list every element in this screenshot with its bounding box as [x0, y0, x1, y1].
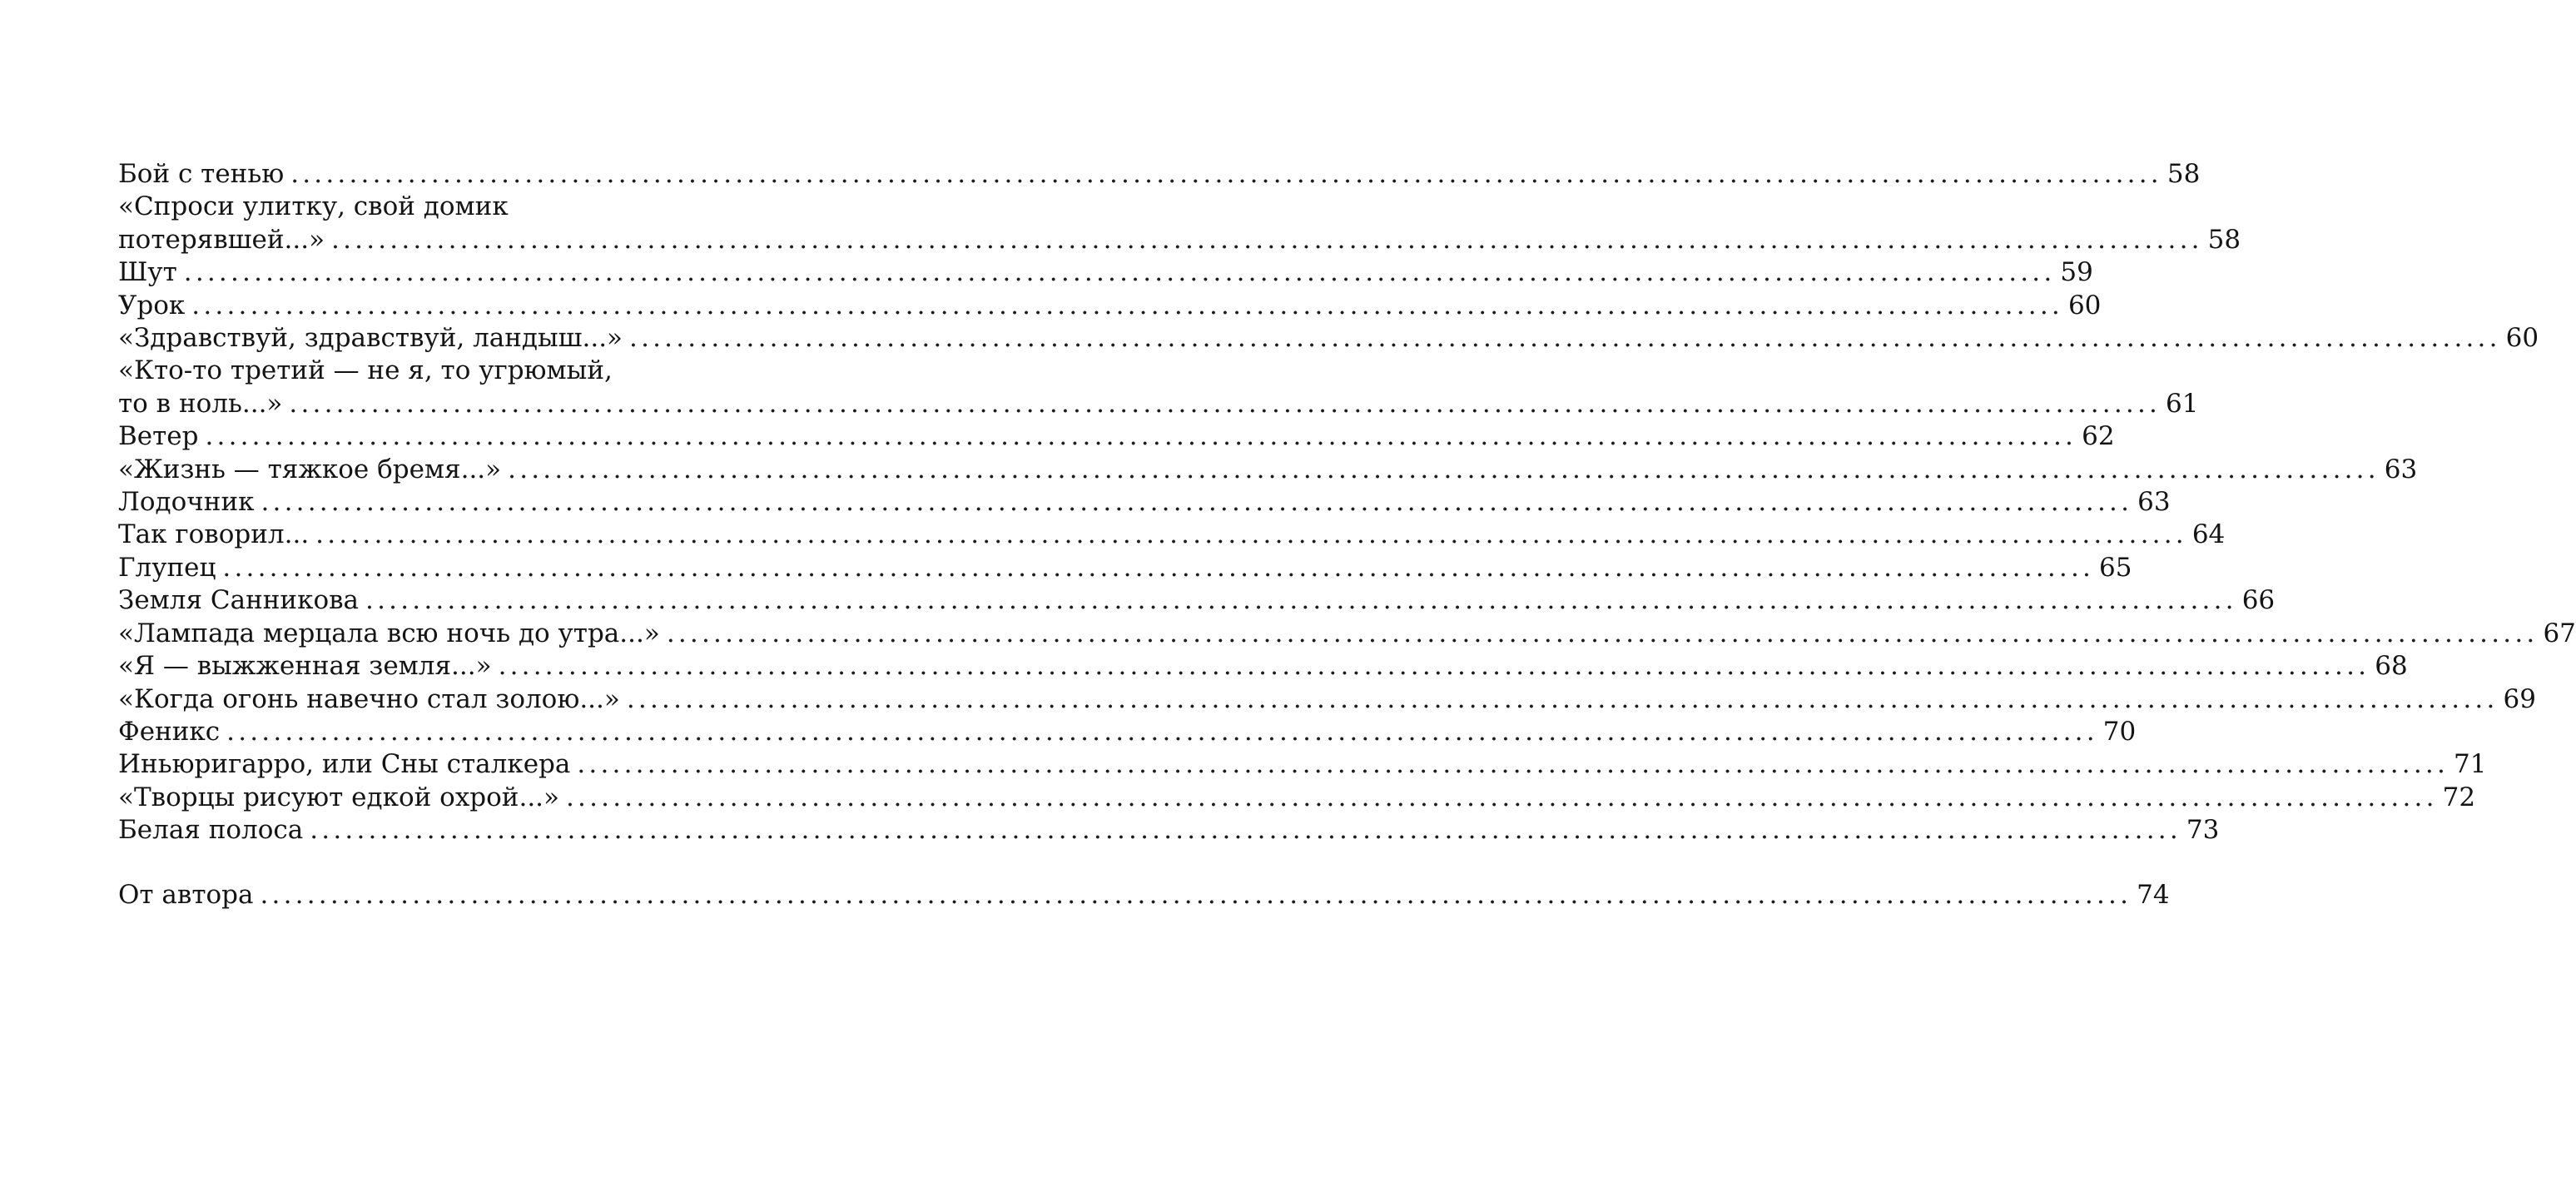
toc-row: [118, 290, 2102, 322]
toc-entry-title-line1: «Кто-то третий — не я, то угрюмый,: [118, 355, 613, 386]
toc-entry-title: «Я — выжженная земля...»: [118, 651, 492, 682]
toc-entry-title: Так говорил...: [118, 519, 310, 550]
toc-entry[interactable]: [118, 486, 2171, 519]
toc-row: [118, 814, 2220, 847]
toc-row: [118, 224, 2241, 256]
toc-entry[interactable]: [118, 454, 2418, 486]
section-gap: [118, 847, 741, 879]
toc-row: [118, 650, 2408, 683]
dot-leader: ................................................................................................................................................................: [315, 519, 2187, 550]
toc-row: [118, 519, 2226, 551]
toc-entry-title: Иньюригарро, или Сны сталкера: [118, 749, 571, 780]
toc-row: [118, 420, 2115, 453]
toc-entry-title: «Когда огонь навечно стал золою...»: [118, 683, 620, 714]
toc-page-number: 66: [2241, 585, 2276, 616]
toc-page-number: 73: [2186, 815, 2220, 846]
table-of-contents: [118, 158, 2576, 911]
toc-entry-title: Шут: [118, 257, 177, 288]
dot-leader: ................................................................................................................................................................: [290, 159, 2162, 189]
toc-entry-title-line1: «Спроси улитку, свой домик: [118, 191, 509, 222]
toc-page-number: 74: [2137, 879, 2170, 910]
dot-leader: ................................................................................................................................................................: [205, 421, 2077, 452]
toc-entry[interactable]: [118, 256, 2093, 289]
toc-entry-title: Бой с тенью: [118, 159, 285, 189]
toc-entry-title: «Творцы рисуют едкой охрой...»: [118, 782, 559, 812]
toc-row: [118, 748, 2487, 781]
toc-row: [118, 584, 2276, 617]
toc-row: [118, 158, 2201, 191]
toc-row: [118, 322, 2539, 355]
toc-entry[interactable]: [118, 519, 2226, 551]
dot-leader: ................................................................................................................................................................: [310, 815, 2181, 846]
toc-entry[interactable]: [118, 355, 2199, 420]
toc-entry[interactable]: [118, 618, 2576, 650]
toc-row: [118, 683, 2536, 716]
toc-row: [118, 618, 2576, 650]
dot-leader: ................................................................................................................................................................: [566, 782, 2438, 812]
toc-page-number: 69: [2503, 683, 2536, 714]
toc-entry[interactable]: [118, 158, 2201, 191]
toc-entry[interactable]: [118, 716, 2137, 748]
dot-leader: ................................................................................................................................................................: [666, 618, 2539, 648]
dot-leader: ................................................................................................................................................................: [222, 552, 2095, 583]
toc-entry-title: Лодочник: [118, 487, 255, 518]
dot-leader: ................................................................................................................................................................: [508, 454, 2380, 484]
toc-page-number: 62: [2082, 421, 2115, 452]
toc-entry[interactable]: [118, 814, 2220, 847]
toc-page-number: 60: [2067, 290, 2102, 320]
dot-leader: ................................................................................................................................................................: [261, 487, 2133, 518]
toc-entry-title: Урок: [118, 290, 186, 320]
toc-entry-title: «Здравствуй, здравствуй, ландыш...»: [118, 323, 623, 354]
toc-page-number: 61: [2166, 388, 2199, 419]
dot-leader: ................................................................................................................................................................: [331, 224, 2203, 255]
toc-page-number: 72: [2442, 782, 2476, 812]
dot-leader: ................................................................................................................................................................: [365, 585, 2237, 616]
dot-leader: ................................................................................................................................................................: [577, 749, 2449, 780]
dot-leader: ................................................................................................................................................................: [289, 388, 2162, 419]
dot-leader: ................................................................................................................................................................: [498, 651, 2370, 682]
toc-entry-title: Ветер: [118, 421, 199, 452]
toc-page-number: 60: [2505, 323, 2539, 354]
toc-entry-title: Глупец: [118, 552, 216, 583]
toc-row: [118, 552, 2132, 584]
toc-entry[interactable]: [118, 290, 2102, 322]
toc-page-number: 67: [2543, 618, 2576, 648]
dot-leader: ................................................................................................................................................................: [183, 257, 2056, 288]
toc-entry-title: Земля Санникова: [118, 585, 360, 616]
toc-row: [118, 782, 2476, 814]
toc-entry-title: «Лампада мерцала всю ночь до утра...»: [118, 618, 660, 648]
toc-row: [118, 486, 2171, 519]
toc-entry-title: Белая полоса: [118, 815, 304, 846]
toc-entry[interactable]: [118, 420, 2115, 453]
toc-page-number: 59: [2060, 257, 2093, 288]
toc-page-number: 68: [2375, 651, 2408, 682]
dot-leader: ................................................................................................................................................................: [191, 290, 2063, 320]
toc-page-number: 64: [2191, 519, 2226, 550]
toc-entry[interactable]: [118, 782, 2476, 814]
toc-row: [118, 256, 2093, 289]
toc-entry[interactable]: [118, 748, 2487, 781]
toc-entry-afterword[interactable]: [118, 879, 2170, 911]
toc-entry-title: то в ноль...»: [118, 388, 283, 419]
toc-entry[interactable]: [118, 552, 2132, 584]
toc-entry-title: Феникс: [118, 716, 221, 747]
toc-entry[interactable]: [118, 584, 2276, 617]
toc-page-number: 58: [2207, 224, 2241, 255]
dot-leader: ................................................................................................................................................................: [226, 716, 2098, 747]
toc-entry[interactable]: [118, 191, 2241, 256]
toc-row: [118, 716, 2137, 748]
toc-row: [118, 454, 2418, 486]
toc-row: [118, 388, 2199, 420]
dot-leader: ................................................................................................................................................................: [626, 683, 2499, 714]
toc-entry-title: «Жизнь — тяжкое бремя...»: [118, 454, 502, 484]
toc-entry[interactable]: [118, 683, 2536, 716]
toc-entry[interactable]: [118, 650, 2408, 683]
dot-leader: ................................................................................................................................................................: [260, 879, 2132, 910]
toc-entry-title: потерявшей...»: [118, 224, 325, 255]
toc-page-number: 71: [2454, 749, 2487, 780]
toc-page-number: 70: [2102, 716, 2137, 747]
toc-page-number: 58: [2167, 159, 2201, 189]
toc-entry[interactable]: [118, 322, 2539, 355]
toc-page-number: 63: [2137, 487, 2171, 518]
toc-row: [118, 879, 2170, 911]
toc-page-number: 65: [2099, 552, 2132, 583]
toc-entry-title: От автора: [118, 879, 254, 910]
dot-leader: ................................................................................................................................................................: [629, 323, 2501, 354]
toc-page-number: 63: [2384, 454, 2418, 484]
